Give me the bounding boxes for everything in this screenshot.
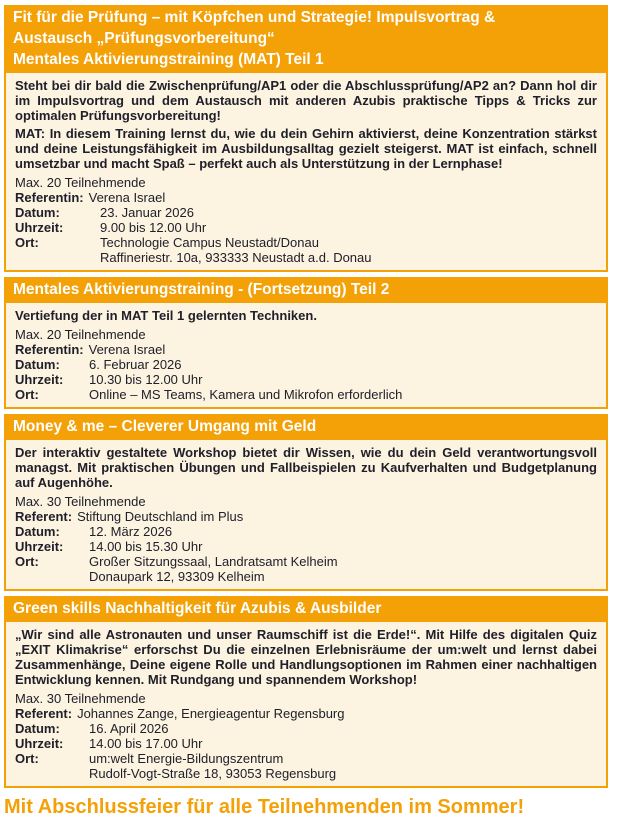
event-title-bar	[4, 414, 608, 440]
event-description: Der interaktiv gestaltete Workshop bietet dir Wissen, wie du dein Geld verantwortungsvoll managst. Mit praktischen Übungen und Fallbeispielen zu Kaufverhalten und Budgetplanung auf Augenhöhe.	[15, 445, 597, 490]
speaker-row	[15, 190, 597, 205]
date-value: 23. Januar 2026	[100, 205, 194, 220]
date-row	[15, 524, 597, 539]
speaker-row	[15, 342, 597, 357]
event-section-mat-teil2	[4, 277, 608, 409]
event-details-panel	[4, 73, 608, 272]
speaker-label: Referentin:	[15, 342, 84, 357]
closing-banner: Mit Abschlussfeier für alle Teilnehmenden im Sommer!	[4, 796, 525, 818]
speaker-row	[15, 509, 597, 524]
event-section-green-skills	[4, 596, 608, 788]
location-line: um:welt Energie-Bildungszentrum	[89, 751, 284, 766]
event-description: Vertiefung der in MAT Teil 1 gelernten Techniken.	[15, 308, 317, 323]
date-label: Datum:	[15, 524, 60, 539]
location-value	[89, 554, 597, 584]
location-line: Raffineriestr. 10a, 933333 Neustadt a.d. Donau	[100, 250, 372, 265]
time-value: 9.00 bis 12.00 Uhr	[100, 220, 207, 235]
event-title-line: Mentales Aktivierungstraining - (Fortsetzung) Teil 2	[13, 281, 390, 298]
event-section-money-and-me	[4, 414, 608, 591]
location-value	[89, 751, 597, 781]
capacity-line: Max. 30 Teilnehmende	[15, 494, 146, 509]
event-title-line: Mentales Aktivierungstraining (MAT) Teil 1	[13, 51, 324, 68]
time-row	[15, 539, 597, 554]
event-title-bar	[4, 5, 608, 73]
time-value: 14.00 bis 15.30 Uhr	[89, 539, 203, 554]
date-label: Datum:	[15, 721, 60, 736]
location-row	[15, 235, 597, 265]
location-value: Online – MS Teams, Kamera und Mikrofon erforderlich	[89, 387, 403, 402]
date-label: Datum:	[15, 357, 60, 372]
date-label: Datum:	[15, 205, 60, 220]
time-label: Uhrzeit:	[15, 736, 64, 751]
speaker-label: Referent:	[15, 706, 73, 721]
date-value: 16. April 2026	[89, 721, 169, 736]
event-title-bar	[4, 277, 608, 303]
speaker-value: Stiftung Deutschland im Plus	[77, 509, 244, 524]
event-title-bar	[4, 596, 608, 622]
time-label: Uhrzeit:	[15, 220, 64, 235]
event-description: „Wir sind alle Astronauten und unser Raumschiff ist die Erde!“. Mit Hilfe des digitalen Quiz „EXIT Klimakrise“ erforschst Du die einzelnen Erlebnisräume der um:welt und lernst dabei Zusammenhänge, Deine eigene Rolle und Handlungsoptionen im Rahmen einer nachhaltigen Entwicklung kennen. Mit Rundgang und spannendem Workshop!	[15, 627, 597, 687]
speaker-value: Johannes Zange, Energieagentur Regensburg	[77, 706, 345, 721]
location-label: Ort:	[15, 387, 39, 402]
location-value	[100, 235, 597, 265]
event-details-panel	[4, 303, 608, 409]
location-line: Großer Sitzungssaal, Landratsamt Kelheim	[89, 554, 338, 569]
speaker-value: Verena Israel	[88, 342, 166, 357]
date-value: 12. März 2026	[89, 524, 173, 539]
event-title-line: Green skills Nachhaltigkeit für Azubis & Ausbilder	[13, 600, 382, 617]
time-row	[15, 220, 597, 235]
time-value: 10.30 bis 12.00 Uhr	[89, 372, 203, 387]
date-row	[15, 721, 597, 736]
event-title-line: Fit für die Prüfung – mit Köpfchen und Strategie! Impulsvortrag &	[13, 9, 496, 26]
date-row	[15, 357, 597, 372]
location-line: Technologie Campus Neustadt/Donau	[100, 235, 319, 250]
location-row	[15, 554, 597, 584]
time-value: 14.00 bis 17.00 Uhr	[89, 736, 203, 751]
location-label: Ort:	[15, 554, 39, 569]
event-section-mat-teil1	[4, 5, 608, 272]
capacity-line: Max. 20 Teilnehmende	[15, 175, 146, 190]
speaker-label: Referent:	[15, 509, 73, 524]
date-row	[15, 205, 597, 220]
location-line: Donaupark 12, 93309 Kelheim	[89, 569, 265, 584]
event-title-line: Money & me – Cleverer Umgang mit Geld	[13, 418, 317, 435]
speaker-label: Referentin:	[15, 190, 84, 205]
location-line: Rudolf-Vogt-Straße 18, 93053 Regensburg	[89, 766, 337, 781]
date-value: 6. Februar 2026	[89, 357, 182, 372]
speaker-row	[15, 706, 597, 721]
time-row	[15, 372, 597, 387]
time-label: Uhrzeit:	[15, 372, 64, 387]
time-row	[15, 736, 597, 751]
time-label: Uhrzeit:	[15, 539, 64, 554]
event-details-panel	[4, 622, 608, 788]
event-title-line: Austausch „Prüfungsvorbereitung“	[13, 30, 275, 47]
location-row	[15, 387, 597, 402]
capacity-line: Max. 20 Teilnehmende	[15, 327, 146, 342]
speaker-value: Verena Israel	[88, 190, 166, 205]
event-description: MAT: In diesem Training lernst du, wie du dein Gehirn aktivierst, deine Konzentration stärkst und deine Leistungsfähigkeit im Ausbildungsalltag gezielt steigerst. MAT ist einfach, schnell umsetzbar und macht Spaß – perfekt auch als Unterstützung in der Lernphase!	[15, 126, 597, 171]
location-row	[15, 751, 597, 781]
location-label: Ort:	[15, 235, 39, 250]
event-details-panel	[4, 440, 608, 591]
event-description: Steht bei dir bald die Zwischenprüfung/AP1 oder die Abschlussprüfung/AP2 an? Dann hol dir im Impulsvortrag und dem Austausch mit anderen Azubis praktische Tipps & Tricks zur optimalen Prüfungsvorbereitung!	[15, 78, 597, 123]
capacity-line: Max. 30 Teilnehmende	[15, 691, 146, 706]
location-label: Ort:	[15, 751, 39, 766]
